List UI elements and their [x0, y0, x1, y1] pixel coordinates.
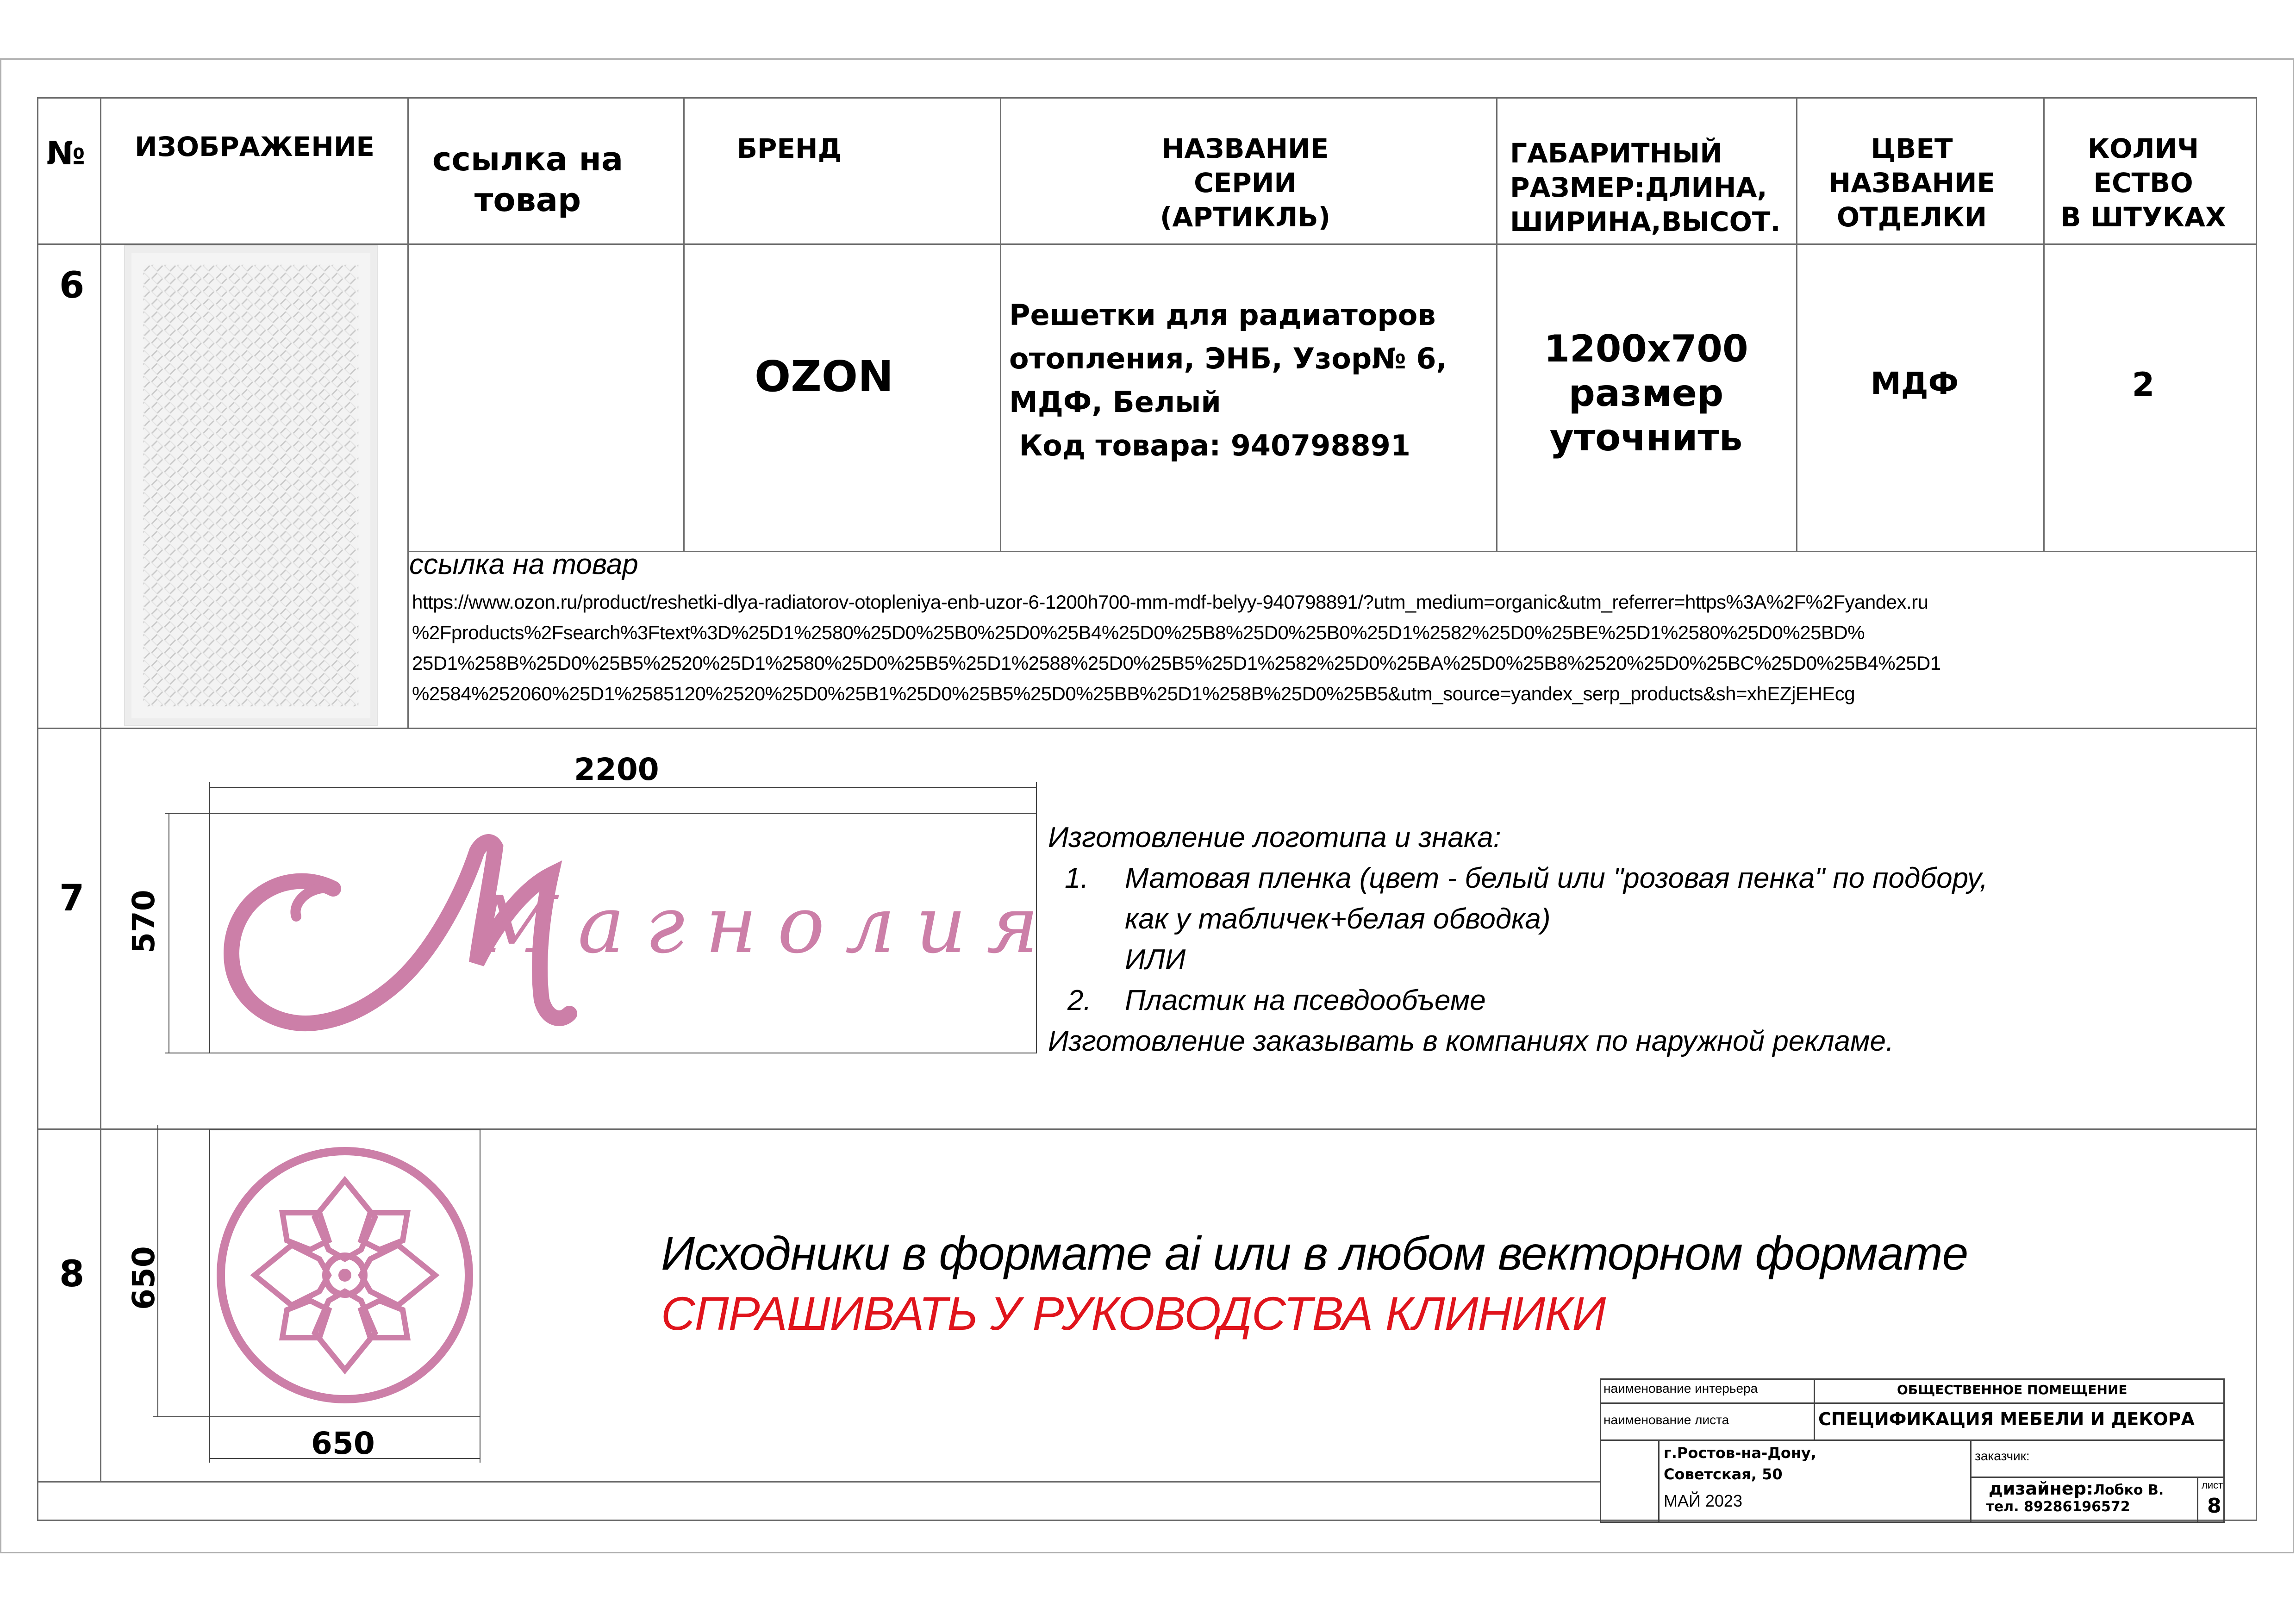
rule-row6-link	[407, 551, 2257, 552]
logo-width-ext-left	[209, 782, 210, 1053]
row6-size-line: размер	[1568, 372, 1724, 415]
rule-col-size	[1796, 97, 1797, 552]
tb-rule-2	[1600, 1439, 2225, 1441]
header-color-line: НАЗВАНИЕ	[1828, 167, 1996, 199]
tb-interior-label: наименование интерьера	[1603, 1381, 1758, 1396]
rule-col-color	[2043, 97, 2045, 552]
row6-series-line: отопления, ЭНБ, Узор№ 6,	[1009, 342, 1447, 375]
rule-header-bottom	[37, 243, 2257, 245]
tb-designer-name: Лобко В.	[2093, 1482, 2164, 1498]
tb-rule-3	[1970, 1477, 2225, 1478]
row7-item1-num: 1.	[1065, 862, 1089, 894]
tb-interior-value: ОБЩЕСТВЕННОЕ ПОМЕЩЕНИЕ	[1897, 1382, 2128, 1397]
row8-number: 8	[59, 1253, 85, 1295]
tb-sheet-name-value: СПЕЦИФИКАЦИЯ МЕБЕЛИ И ДЕКОРА	[1818, 1409, 2195, 1429]
header-series-line: НАЗВАНИЕ	[1161, 133, 1329, 164]
header-qty-line: В ШТУКАХ	[2060, 201, 2226, 233]
row6-size	[1498, 327, 1794, 460]
header-size	[1498, 136, 1794, 239]
header-brand: БРЕНД	[736, 133, 842, 164]
tb-sheet-number: 8	[2207, 1494, 2221, 1518]
sign-width-label: 650	[311, 1426, 375, 1461]
row6-size-line: 1200х700	[1544, 327, 1748, 370]
tb-designer	[1989, 1478, 2164, 1499]
row8-note-line2: СПРАШИВАТЬ У РУКОВОДСТВА КЛИНИКИ	[661, 1287, 1606, 1340]
row6-series	[1009, 293, 1500, 467]
header-number: №	[46, 134, 86, 172]
rule-col-brand	[1000, 97, 1001, 552]
tb-vrule-4	[2197, 1477, 2198, 1523]
row7-item2-num: 2.	[1067, 984, 1092, 1016]
row6-qty: 2	[2132, 366, 2155, 404]
logo-width-label: 2200	[574, 752, 659, 787]
row7-desc-footer: Изготовление заказывать в компаниях по наружной рекламе.	[1048, 1025, 1894, 1057]
row7-item1-line2: как у табличек+белая обводка)	[1125, 903, 1551, 935]
tb-date: МАЙ 2023	[1664, 1491, 1742, 1510]
rule-row8-bottom	[37, 1481, 1600, 1483]
grille-pattern	[125, 246, 377, 725]
tb-vrule-3	[1970, 1439, 1972, 1523]
tb-customer-label: заказчик:	[1975, 1449, 2030, 1463]
header-series-line: СЕРИИ	[1194, 167, 1297, 199]
tb-address-line2: Советская, 50	[1664, 1465, 1783, 1483]
header-link	[407, 139, 648, 220]
header-link-line: ссылка на	[432, 140, 624, 178]
sign-frame-bottom	[153, 1416, 480, 1417]
logo-height-ext-top	[165, 813, 1037, 814]
row7-item1-line3: ИЛИ	[1125, 944, 1186, 976]
header-size-line: ШИРИНА,ВЫСОТ.	[1510, 206, 1781, 237]
tb-phone: тел. 89286196572	[1981, 1499, 2130, 1515]
rule-col-link	[683, 97, 685, 552]
row6-series-line: Код товара: 940798891	[1009, 429, 1410, 462]
rule-row6-bottom	[37, 728, 2257, 729]
row6-series-line: Решетки для радиаторов	[1009, 298, 1436, 332]
row6-link-label: ссылка на товар	[409, 548, 638, 580]
rule-col-no	[100, 97, 101, 1482]
header-color-line: ОТДЕЛКИ	[1836, 201, 1987, 233]
header-qty-line: ЕСТВО	[2093, 167, 2193, 199]
header-qty	[2046, 131, 2240, 234]
row6-color: МДФ	[1871, 366, 1959, 401]
header-image: ИЗОБРАЖЕНИЕ	[135, 131, 374, 162]
row7-number: 7	[59, 878, 85, 919]
row6-size-line: уточнить	[1549, 416, 1743, 459]
tb-designer-label: дизайнер:	[1989, 1478, 2094, 1499]
row7-item2-line1: Пластик на псевдообъеме	[1125, 984, 1486, 1016]
row6-series-line: МДФ, Белый	[1009, 385, 1221, 419]
product-url-line[interactable]: 25D1%258B%25D0%25B5%2520%25D1%2580%25D0%25B5%25D1%2588%25D0%25B5%25D1%2582%25D0%25BA%25D0%25B8%2520%25D0%25BC%25D0%25B4%25D1	[412, 652, 1941, 674]
tb-sheet-name-label: наименование листа	[1603, 1413, 1729, 1427]
product-url-line[interactable]: %2584%252060%25D1%2585120%2520%25D0%25B1%25D0%25B5%25D0%25BB%25D1%258B%25D0%25B5&utm_source=yandex_serp_products&sh=xhEZjEHEcg	[412, 683, 1855, 704]
logo-text: Магнолия	[477, 879, 1059, 971]
tb-sheet-label: лист	[2202, 1479, 2223, 1491]
product-url-line[interactable]: https://www.ozon.ru/product/reshetki-dlya-radiatorov-otopleniya-enb-uzor-6-1200h700-mm-mdf-belyy-940798891/?utm_medium=organic&utm_referrer=https%3A%2F%2Fyandex.ru	[412, 591, 1928, 613]
sign-height-label: 650	[126, 1246, 162, 1310]
row8-note-line1: Исходники в формате ai или в любом векторном формате	[661, 1227, 1968, 1280]
header-series-line: (АРТИКЛЬ)	[1160, 201, 1331, 233]
magnolia-emblem	[213, 1143, 477, 1407]
logo-height-label: 570	[126, 890, 162, 953]
header-color	[1801, 131, 2023, 234]
tb-vrule-2	[1658, 1439, 1660, 1523]
lotus-emblem-icon	[213, 1143, 477, 1407]
tb-vrule-1	[1814, 1378, 1815, 1439]
radiator-grille-image	[124, 245, 378, 726]
header-qty-line: КОЛИЧ	[2087, 133, 2199, 164]
row6-brand: OZON	[754, 352, 894, 401]
row7-desc-title: Изготовление логотипа и знака:	[1048, 822, 1501, 854]
header-size-line: РАЗМЕР:ДЛИНА,	[1510, 172, 1767, 203]
product-url-line[interactable]: %2Fproducts%2Fsearch%3Ftext%3D%25D1%2580%25D0%25B0%25D0%25B4%25D0%25B8%25D0%25B0%25D1%2582%25D0%25BE%25D1%2580%25D0%25BD%	[412, 622, 1865, 643]
sign-frame-left	[209, 1129, 210, 1463]
tb-address-line1: г.Ростов-на-Дону,	[1664, 1444, 1816, 1462]
magnolia-logo	[218, 824, 1059, 1051]
logo-height-dim-line	[168, 813, 169, 1053]
header-link-line: товар	[474, 181, 581, 219]
row6-number: 6	[59, 265, 85, 306]
header-color-line: ЦВЕТ	[1871, 133, 1953, 164]
tb-rule-1	[1600, 1402, 2225, 1404]
header-size-line: ГАБАРИТНЫЙ	[1510, 137, 1722, 169]
sign-frame-top	[209, 1129, 480, 1130]
header-series	[1032, 131, 1458, 234]
row7-item1-line1: Матовая пленка (цвет - белый или "розовая пенка" по подбору,	[1125, 862, 1988, 894]
